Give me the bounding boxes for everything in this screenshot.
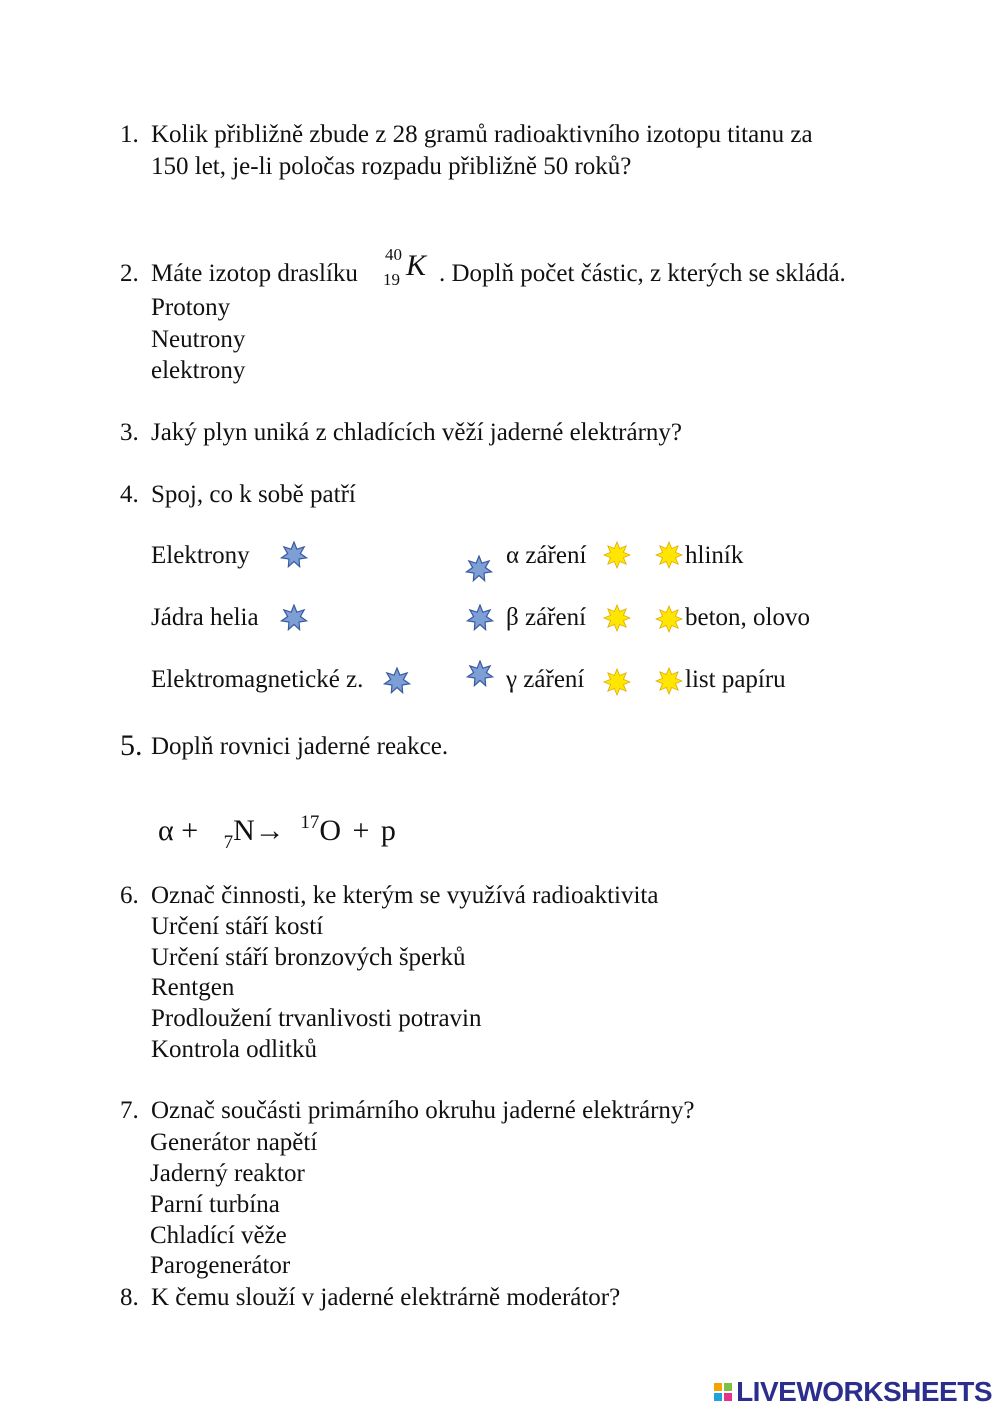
q4-yellow-star-icon[interactable] — [603, 604, 631, 632]
q4-number: 4. — [120, 481, 139, 508]
q8-text: K čemu slouží v jaderné elektrárně moderátor? — [151, 1284, 621, 1311]
q6-item: Rentgen — [151, 974, 235, 1001]
q5-eq-nitrogen: N→ — [233, 814, 285, 847]
q7-item: Parogenerátor — [150, 1252, 291, 1279]
q6-item: Určení stáří bronzových šperků — [151, 944, 466, 971]
q2-item-neutrons: Neutrony — [151, 326, 246, 353]
q4-right-concrete-lead: beton, olovo — [685, 604, 810, 631]
q5-eq-oxygen-superscript: 17 — [300, 812, 320, 833]
q5-eq-proton: p — [380, 814, 396, 847]
q4-blue-star-icon[interactable] — [466, 604, 494, 632]
q5-eq-plus: + — [352, 814, 370, 847]
q6-number: 6. — [120, 882, 139, 909]
q8-number: 8. — [120, 1284, 139, 1311]
q1-text-line2: 150 let, je-li poločas rozpadu přibližně 50 roků? — [151, 153, 632, 180]
liveworksheets-logo-text: LIVEWORKSHEETS — [736, 1376, 992, 1407]
q5-number: 5. — [120, 729, 143, 762]
q5-eq-alpha: α + — [158, 814, 199, 847]
q5-equation — [158, 806, 396, 860]
q5-eq-oxygen: O — [319, 814, 341, 847]
q7-item: Generátor napětí — [150, 1129, 318, 1156]
q4-yellow-star-icon[interactable] — [603, 541, 631, 569]
q2-text-before: Máte izotop draslíku — [151, 260, 358, 287]
q4-blue-star-icon[interactable] — [383, 667, 411, 695]
q4-left-electrons: Elektrony — [151, 542, 250, 569]
q4-yellow-star-icon[interactable] — [655, 541, 683, 569]
q2-item-electrons: elektrony — [151, 357, 246, 384]
q6-text: Označ činnosti, ke kterým se využívá radioaktivita — [151, 882, 659, 909]
q4-right-aluminium: hliník — [685, 542, 744, 569]
q7-item: Chladící věže — [150, 1222, 287, 1249]
q2-symbol: K — [406, 249, 427, 282]
q4-yellow-star-icon[interactable] — [603, 668, 631, 696]
q6-item: Určení stáří kostí — [151, 913, 324, 940]
q7-number: 7. — [120, 1097, 139, 1124]
q4-text: Spoj, co k sobě patří — [151, 481, 356, 508]
q7-item: Jaderný reaktor — [150, 1160, 305, 1187]
q4-left-electromagnetic: Elektromagnetické z. — [151, 666, 364, 693]
q4-blue-star-icon[interactable] — [466, 660, 494, 688]
q4-right-paper-sheet: list papíru — [685, 666, 786, 693]
q3-text: Jaký plyn uniká z chladících věží jaderné elektrárny? — [151, 419, 683, 446]
q5-eq-nitrogen-subscript: 7 — [223, 832, 234, 853]
q4-blue-star-icon[interactable] — [280, 604, 308, 632]
liveworksheets-logo-icon — [714, 1383, 732, 1401]
q6-item: Prodloužení trvanlivosti potravin — [151, 1005, 482, 1032]
q2-text-after: . Doplň počet částic, z kterých se skládá. — [439, 260, 846, 287]
q2-item-protons: Protony — [151, 294, 231, 321]
q6-item: Kontrola odlitků — [151, 1036, 317, 1063]
q2-mass-number: 40 — [385, 245, 402, 264]
q4-middle-beta: β záření — [506, 604, 587, 631]
q4-blue-star-icon[interactable] — [280, 541, 308, 569]
q4-middle-alpha: α záření — [506, 542, 587, 569]
q4-middle-gamma: γ záření — [506, 666, 585, 693]
q4-blue-star-icon[interactable] — [465, 555, 493, 583]
q7-text: Označ součásti primárního okruhu jaderné elektrárny? — [151, 1097, 695, 1124]
q4-yellow-star-icon[interactable] — [655, 605, 683, 633]
q1-number: 1. — [120, 121, 139, 148]
q5-text: Doplň rovnici jaderné reakce. — [151, 733, 449, 760]
q1-text-line1: Kolik přibližně zbude z 28 gramů radioaktivního izotopu titanu za — [151, 121, 813, 148]
q2-atomic-number: 19 — [383, 270, 400, 289]
q7-item: Parní turbína — [150, 1191, 280, 1218]
q4-left-helium-nuclei: Jádra helia — [151, 604, 259, 631]
liveworksheets-watermark — [714, 1377, 992, 1407]
q4-yellow-star-icon[interactable] — [655, 667, 683, 695]
q2-number: 2. — [120, 260, 139, 287]
q3-number: 3. — [120, 419, 139, 446]
